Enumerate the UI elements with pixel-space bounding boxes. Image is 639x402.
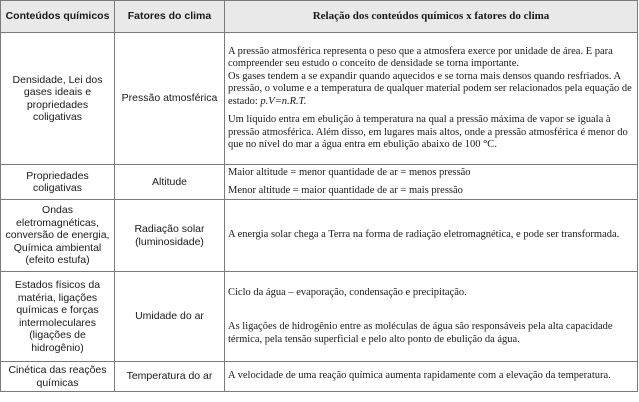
state-equation: p.V=n.R.T. <box>260 95 307 107</box>
table-row <box>1 33 638 165</box>
relation-text: A energia solar chega a Terra na forma de radiação eletromagnética, e pode ser transformada. <box>228 229 620 241</box>
relation-text: Maior altitude = menor quantidade de ar = menos pressão <box>228 166 471 178</box>
relation-cell <box>225 33 638 165</box>
content-cell: Densidade, Lei dos gases ideais e propriedades coligativas <box>1 33 115 165</box>
relation-cell <box>225 272 638 362</box>
relation-text: Ciclo da água – evaporação, condensação e precipitação. <box>228 286 467 298</box>
relation-cell <box>225 165 638 200</box>
factor-cell: Radiação solar (luminosidade) <box>115 200 225 272</box>
relation-text: As ligações de hidrogênio entre as moléculas de água são responsáveis pela alta capacidade térmica, pela tensão superficial e pelo alto ponto de ebulição da água. <box>228 321 613 345</box>
table-row <box>1 165 638 200</box>
content-cell: Estados físicos da matéria, ligações químicas e forças intermoleculares (ligações de hidrogênio) <box>1 272 115 362</box>
table-row <box>1 362 638 392</box>
factor-cell: Pressão atmosférica <box>115 33 225 165</box>
factor-cell: Umidade do ar <box>115 272 225 362</box>
header-relation: Relação dos conteúdos químicos x fatores do clima <box>225 1 638 33</box>
table-row <box>1 272 638 362</box>
header-row <box>1 1 638 33</box>
relation-text: Um líquido entra em ebulição à temperatura na qual a pressão máxima de vapor se iguala à pressão atmosférica. Além disso, em lugares mais altos, onde a pressão atmosférica é menor do que no nível do mar a água entra em ebulição abaixo de 100 °C. <box>228 114 628 150</box>
factor-cell: Altitude <box>115 165 225 200</box>
relation-text: A velocidade de uma reação química aumenta rapidamente com a elevação da temperatura. <box>228 370 611 382</box>
header-climate-factors: Fatores do clima <box>115 1 225 33</box>
relation-text: Os gases tendem a se expandir quando aquecidos e se torna mais densos quando resfriados. A pressão, o volume e a temperatura de qualquer material podem ser relacionados pela equação de estado: p.V=n.R.T. <box>228 70 632 107</box>
relation-text: A pressão atmosférica representa o peso que a atmosfera exerce por unidade de área. E para compreender seu estudo o conceito de densidade se torna importante. <box>228 45 613 69</box>
relation-text: Menor altitude = maior quantidade de ar = mais pressão <box>228 185 463 196</box>
relation-cell <box>225 362 638 392</box>
content-cell: Propriedades coligativas <box>1 165 115 200</box>
table-row <box>1 200 638 272</box>
content-cell: Ondas eletromagnéticas, conversão de energia, Química ambiental (efeito estufa) <box>1 200 115 272</box>
factor-cell: Temperatura do ar <box>115 362 225 392</box>
relation-cell <box>225 200 638 272</box>
content-cell: Cinética das reações químicas <box>1 362 115 392</box>
header-chemical-contents: Conteúdos químicos <box>1 1 115 33</box>
